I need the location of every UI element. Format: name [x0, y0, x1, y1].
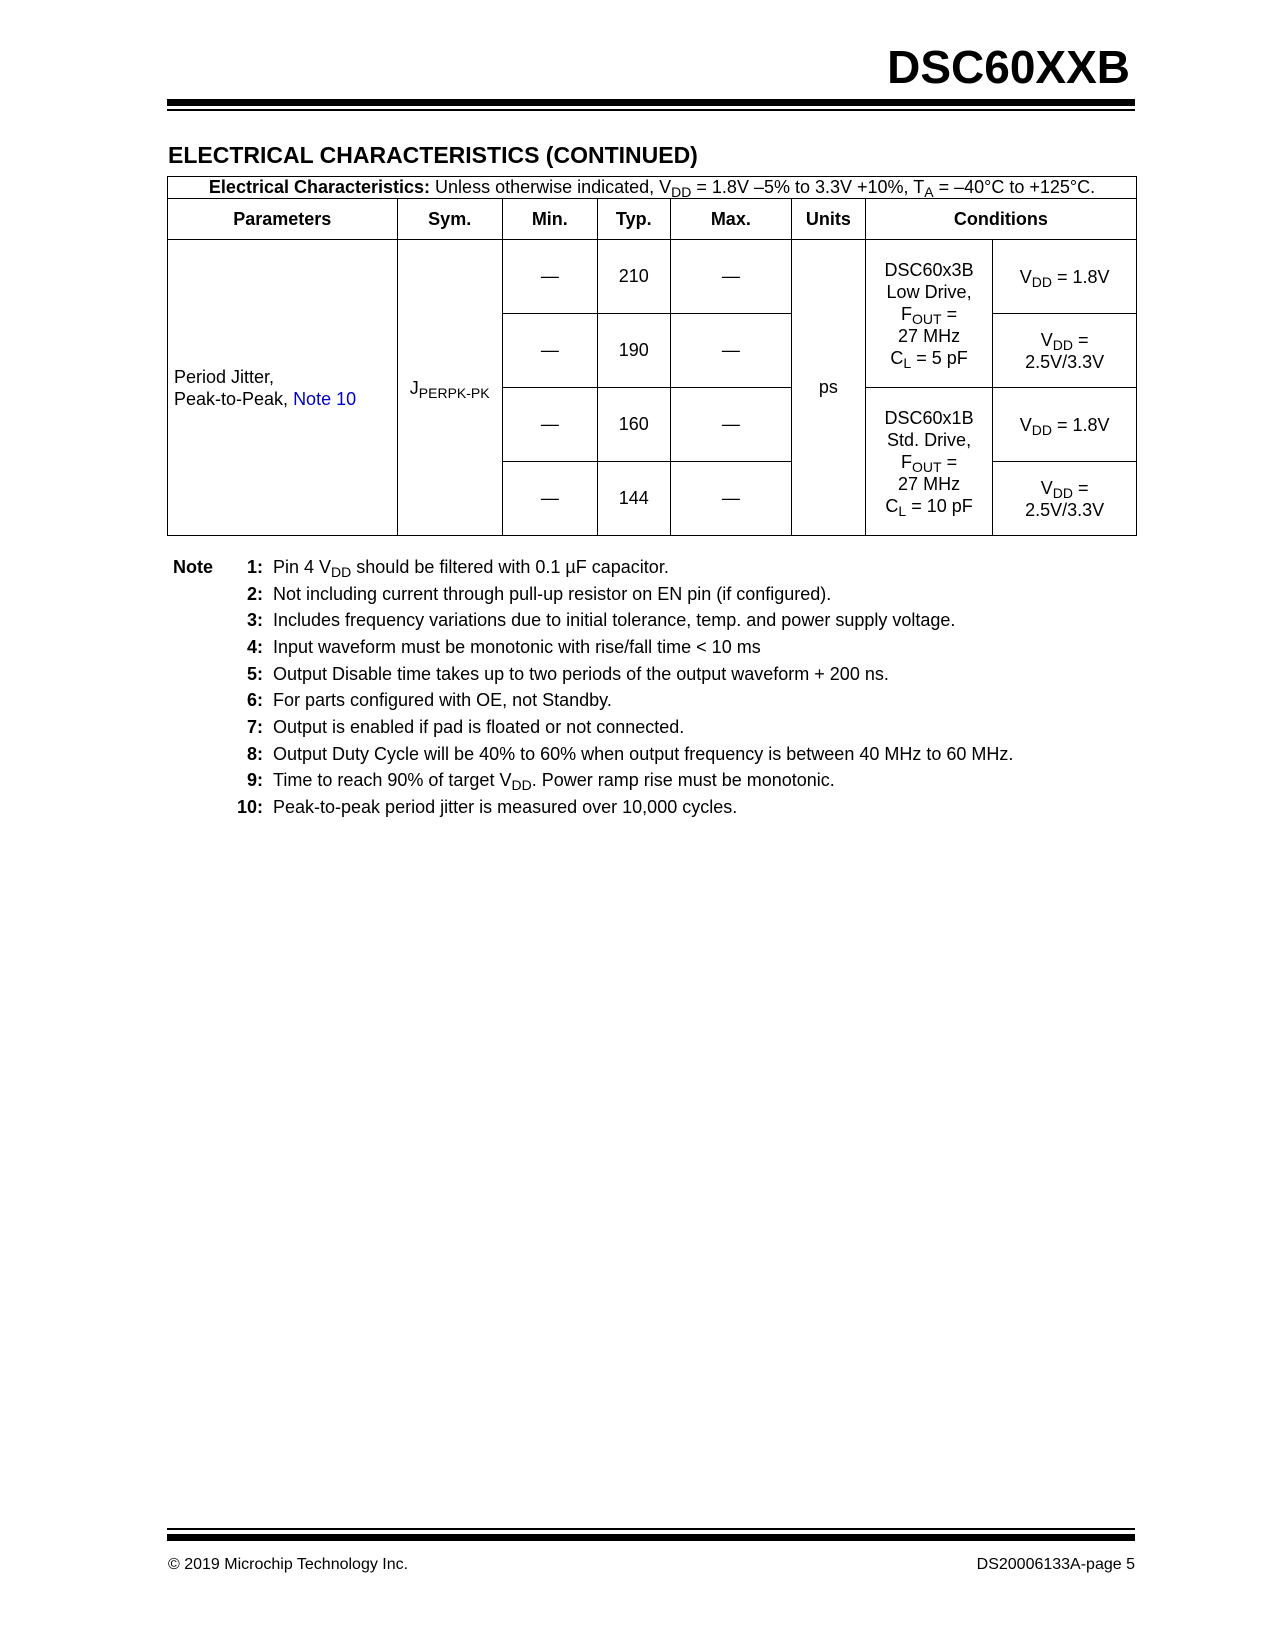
header-rule-thin [167, 109, 1135, 111]
fout-sub: OUT [912, 458, 942, 475]
vdd-value: 2.5V/3.3V [1025, 499, 1105, 520]
note-text-part: Time to reach 90% of target V [273, 770, 512, 791]
note-lead: Note [173, 556, 213, 577]
vdd-label: V [1040, 329, 1053, 350]
note-sub: DD [331, 563, 352, 580]
parameter-cell [168, 240, 398, 536]
conditions-sub: DD [671, 184, 692, 200]
vdd-label: V [1019, 414, 1032, 435]
typ-cell: 144 [597, 462, 670, 536]
vdd-cell [993, 240, 1137, 314]
note-text: Includes frequency variations due to initial tolerance, temp. and power supply voltage. [273, 610, 956, 631]
typ-cell: 160 [597, 388, 670, 462]
table-row [168, 240, 1137, 314]
vdd-cell [993, 462, 1137, 536]
vdd-value: = [1073, 477, 1089, 498]
vdd-value: 2.5V/3.3V [1025, 351, 1105, 372]
footer-rule-thick [167, 1534, 1135, 1541]
vdd-sub: DD [1052, 336, 1073, 353]
cl-label: C [890, 347, 904, 368]
conditions-cell [168, 177, 1137, 199]
vdd-cell [993, 314, 1137, 388]
note-item [173, 687, 1133, 714]
note-text: Output Duty Cycle will be 40% to 60% when output frequency is between 40 MHz to 60 MHz. [273, 743, 1014, 764]
typ-cell: 210 [597, 240, 670, 314]
note-text: Input waveform must be monotonic with rise/fall time < 10 ms [273, 636, 761, 657]
note-text: Output is enabled if pad is floated or not connected. [273, 716, 685, 737]
note-text: For parts configured with OE, not Standby. [273, 690, 612, 711]
fout-label: F [901, 451, 913, 472]
conditions-text: = 1.8V –5% to 3.3V +10%, T [691, 177, 925, 197]
note-text-part: . Power ramp rise must be monotonic. [531, 770, 835, 791]
header-row [168, 199, 1137, 240]
col-header-parameters: Parameters [168, 199, 398, 240]
min-cell: — [502, 240, 597, 314]
max-cell: — [670, 240, 791, 314]
col-header-max: Max. [670, 199, 791, 240]
cl-sub: L [903, 354, 912, 371]
vdd-sub: DD [1031, 273, 1052, 290]
note-number: 2: [246, 583, 263, 604]
cl-label: C [885, 495, 899, 516]
fout-label: F [901, 303, 913, 324]
conditions-label: Electrical Characteristics: [208, 177, 431, 197]
frequency: 27 MHz [898, 473, 961, 494]
note-text-part: should be filtered with 0.1 µF capacitor. [351, 556, 669, 577]
note-text: Output Disable time takes up to two periods of the output waveform + 200 ns. [273, 663, 889, 684]
note-text [273, 770, 1133, 794]
note-number: 9: [246, 770, 263, 791]
cl-sub: L [898, 502, 907, 519]
electrical-characteristics-table [167, 176, 1137, 536]
note-10-link[interactable]: Note 10 [293, 388, 357, 409]
units-cell: ps [792, 240, 866, 536]
note-number: 7: [246, 716, 263, 737]
conditions-text: Unless otherwise indicated, V [430, 177, 672, 197]
conditions-text: = –40°C to +125°C. [933, 177, 1096, 197]
vdd-value: = [1073, 329, 1089, 350]
note-text-part: Pin 4 V [273, 556, 332, 577]
note-item [173, 661, 1133, 688]
note-number: 10: [236, 797, 263, 818]
cl-value: = 5 pF [911, 347, 968, 368]
note-number: 5: [246, 663, 263, 684]
note-item [173, 581, 1133, 608]
footer-rule-thin [167, 1528, 1135, 1530]
min-cell: — [502, 462, 597, 536]
max-cell: — [670, 462, 791, 536]
symbol-text: J [409, 377, 419, 398]
symbol-cell [397, 240, 502, 536]
min-cell: — [502, 314, 597, 388]
vdd-label: V [1040, 477, 1053, 498]
drive-strength: Low Drive, [886, 281, 972, 302]
note-text: Not including current through pull-up resistor on EN pin (if configured). [273, 583, 832, 604]
note-item [173, 554, 1133, 581]
note-item [173, 714, 1133, 741]
note-number: 4: [246, 636, 263, 657]
col-header-units: Units [792, 199, 866, 240]
condition-group-2 [865, 388, 992, 536]
symbol-sub: PERPK-PK [418, 384, 490, 401]
vdd-cell [993, 388, 1137, 462]
note-item [173, 794, 1133, 821]
part-number: DSC60x1B [884, 407, 974, 428]
vdd-sub: DD [1052, 484, 1073, 501]
min-cell: — [502, 388, 597, 462]
vdd-value: = 1.8V [1051, 266, 1110, 287]
parameter-name: Period Jitter, [174, 366, 275, 387]
note-item [173, 741, 1133, 768]
typ-cell: 190 [597, 314, 670, 388]
col-header-conditions: Conditions [865, 199, 1136, 240]
cl-value: = 10 pF [906, 495, 973, 516]
note-sub: DD [511, 777, 532, 794]
note-item [173, 634, 1133, 661]
note-item [173, 768, 1133, 795]
vdd-sub: DD [1031, 421, 1052, 438]
vdd-value: = 1.8V [1051, 414, 1110, 435]
note-text [273, 557, 1133, 578]
fout-sub: OUT [912, 310, 942, 327]
note-number: 8: [246, 743, 263, 764]
section-title: ELECTRICAL CHARACTERISTICS (CONTINUED) [168, 142, 698, 168]
col-header-min: Min. [502, 199, 597, 240]
conditions-row [168, 177, 1137, 199]
col-header-typ: Typ. [597, 199, 670, 240]
note-number: 1: [246, 556, 263, 577]
max-cell: — [670, 314, 791, 388]
document-title: DSC60XXB [887, 41, 1130, 93]
note-text: Peak-to-peak period jitter is measured over 10,000 cycles. [273, 797, 738, 818]
drive-strength: Std. Drive, [887, 429, 972, 450]
note-item [173, 607, 1133, 634]
fout-eq: = [941, 451, 958, 472]
note-number: 6: [246, 690, 263, 711]
footer-page-number: DS20006133A-page 5 [976, 1556, 1135, 1573]
note-number: 3: [246, 610, 263, 631]
condition-group-1 [865, 240, 992, 388]
col-header-sym: Sym. [397, 199, 502, 240]
conditions-sub: A [924, 184, 934, 200]
header-rule-thick [167, 99, 1135, 106]
footer-copyright: © 2019 Microchip Technology Inc. [168, 1556, 409, 1573]
notes-section [173, 554, 1133, 821]
vdd-label: V [1019, 266, 1032, 287]
max-cell: — [670, 388, 791, 462]
part-number: DSC60x3B [884, 259, 974, 280]
fout-eq: = [941, 303, 958, 324]
frequency: 27 MHz [898, 325, 961, 346]
parameter-name: Peak-to-Peak, [174, 388, 294, 409]
